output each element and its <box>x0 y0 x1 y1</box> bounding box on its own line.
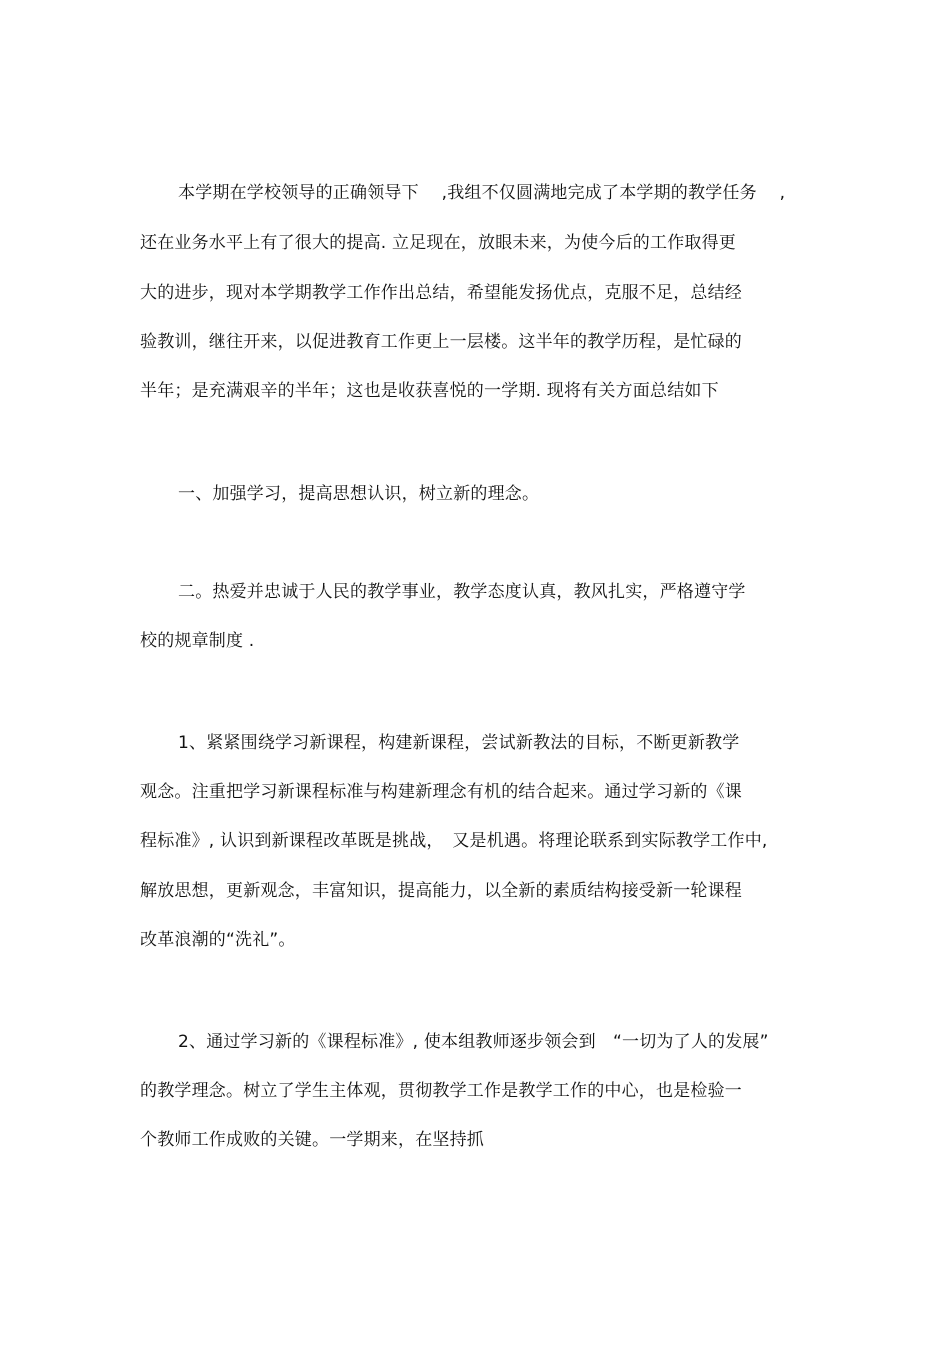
item-2-line-3: 个教师工作成败的关键。一学期来，在坚持抓 <box>140 1130 484 1150</box>
item-2-line-1: 2、通过学习新的《课程标准》, 使本组教师逐步领会到 “一切为了人的发展” <box>178 1032 769 1052</box>
item-2-line-2: 的教学理念。树立了学生主体观，贯彻教学工作是教学工作的中心，也是检验一 <box>140 1081 742 1101</box>
item-1-line-4: 解放思想，更新观念，丰富知识，提高能力，以全新的素质结构接受新一轮课程 <box>140 881 742 901</box>
paragraph-1-line-1: 本学期在学校领导的正确领导下 ,我组不仅圆满地完成了本学期的教学任务 , <box>178 183 786 203</box>
section-heading-2-line-1: 二。热爱并忠诚于人民的教学事业，教学态度认真，教风扎实，严格遵守学 <box>178 582 746 602</box>
item-1-line-5: 改革浪潮的“洗礼”。 <box>140 930 296 950</box>
paragraph-1-line-3: 大的进步，现对本学期教学工作作出总结，希望能发扬优点，克服不足，总结经 <box>140 283 742 303</box>
section-heading-2-line-2: 校的规章制度 . <box>140 631 255 651</box>
paragraph-1-line-5: 半年；是充满艰辛的半年；这也是收获喜悦的一学期. 现将有关方面总结如下 <box>140 381 719 401</box>
paragraph-1-line-4: 验教训，继往开来，以促进教育工作更上一层楼。这半年的教学历程，是忙碌的 <box>140 332 742 352</box>
item-1-line-2: 观念。注重把学习新课程标准与构建新理念有机的结合起来。通过学习新的《课 <box>140 782 742 802</box>
item-1-line-1: 1、紧紧围绕学习新课程，构建新课程，尝试新教法的目标，不断更新教学 <box>178 733 740 753</box>
item-1-line-3: 程标准》, 认识到新课程改革既是挑战， 又是机遇。将理论联系到实际教学工作中, <box>140 831 768 851</box>
paragraph-1-line-2: 还在业务水平上有了很大的提高. 立足现在，放眼未来，为使今后的工作取得更 <box>140 233 737 253</box>
section-heading-1: 一、加强学习，提高思想认识，树立新的理念。 <box>178 484 540 504</box>
